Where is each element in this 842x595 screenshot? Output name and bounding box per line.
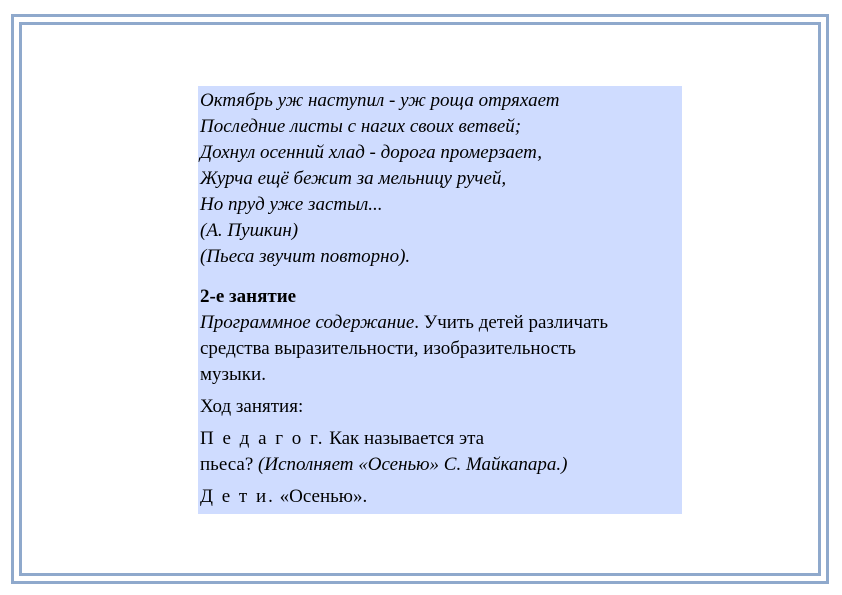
children-text: «Осенью». <box>274 486 368 507</box>
poem-line: Журча ещё бежит за мельницу ручей, <box>200 168 507 189</box>
program-label: Программное содержание <box>200 312 415 333</box>
program-text-line1: . Учить детей различать <box>414 312 608 333</box>
children-speaker: Д е т и. <box>200 486 275 507</box>
program-paragraph <box>200 310 680 388</box>
poem-author: (А. Пушкин) <box>200 220 299 241</box>
teacher-line2: пьеса? <box>200 454 259 475</box>
teacher-speaker: П е д а г о г. <box>200 428 325 449</box>
course-heading: Ход занятия: <box>200 396 304 417</box>
text-box <box>198 86 682 514</box>
poem-note: (Пьеса звучит повторно). <box>200 246 411 267</box>
poem-line: Дохнул осенний хлад - дорога промерзает, <box>200 142 543 163</box>
teacher-note: (Исполняет «Осенью» С. Майкапара.) <box>258 454 568 475</box>
poem <box>200 88 680 270</box>
teacher-line1: Как называется эта <box>324 428 485 449</box>
poem-line: Но пруд уже застыл... <box>200 194 383 215</box>
teacher-paragraph <box>200 426 680 478</box>
poem-line: Октябрь уж наступил - уж роща отряхает <box>200 90 560 111</box>
program-text-line3: музыки. <box>200 364 266 385</box>
section-title: 2-е занятие <box>200 286 297 307</box>
poem-line: Последние листы с нагих своих ветвей; <box>200 116 522 137</box>
program-text-line2: средства выразительности, изобразительность <box>200 338 576 359</box>
children-paragraph <box>200 484 680 510</box>
